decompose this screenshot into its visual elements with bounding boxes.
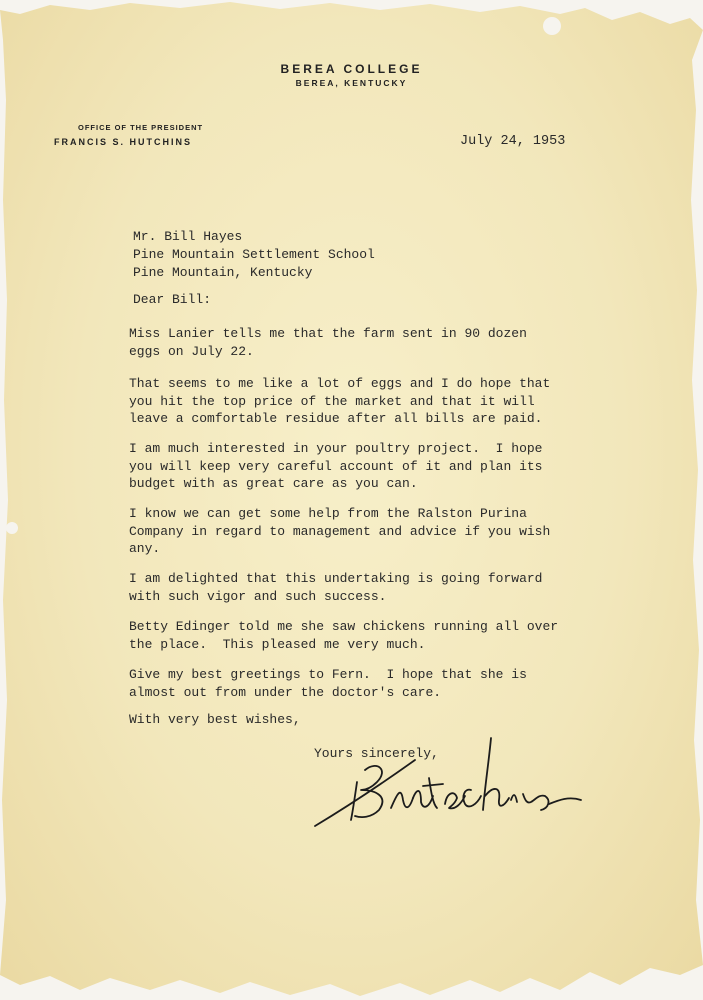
closing: Yours sincerely, xyxy=(314,746,439,761)
letterhead-president: FRANCIS S. HUTCHINS xyxy=(54,137,193,147)
letterhead-location: BEREA, KENTUCKY xyxy=(295,78,408,88)
body-paragraph: Give my best greetings to Fern. I hope that she is almost out from under the doctor's care. xyxy=(129,667,527,700)
recipient-organization: Pine Mountain Settlement School xyxy=(133,247,375,262)
body-paragraph: That seems to me like a lot of eggs and I do hope that you hit the top price of the market and that it will leave a comfortable residue after all bills are paid. xyxy=(129,376,551,426)
letter-date: July 24, 1953 xyxy=(460,134,566,149)
salutation: Dear Bill: xyxy=(133,292,212,307)
body-paragraph: Miss Lanier tells me that the farm sent in 90 dozen eggs on July 22. xyxy=(129,326,527,359)
body-paragraph: I am delighted that this undertaking is going forward with such vigor and such success. xyxy=(129,571,543,604)
body-paragraph: I know we can get some help from the Ralston Purina Company in regard to management and advice if you wish any. xyxy=(129,506,551,556)
wishes-line: With very best wishes, xyxy=(129,712,301,727)
handwritten-signature xyxy=(305,730,595,840)
letterhead-office: OFFICE OF THE PRESIDENT xyxy=(78,123,204,132)
recipient-address xyxy=(133,228,375,282)
body-paragraph: Betty Edinger told me she saw chickens running all over the place. This pleased me very much. xyxy=(129,619,559,652)
body-paragraph: I am much interested in your poultry project. I hope you will keep very careful account of it and plan its budget with as great care as you can. xyxy=(129,441,543,491)
letterhead-college: BEREA COLLEGE xyxy=(280,62,423,76)
recipient-city: Pine Mountain, Kentucky xyxy=(133,265,313,280)
recipient-name: Mr. Bill Hayes xyxy=(133,229,243,244)
